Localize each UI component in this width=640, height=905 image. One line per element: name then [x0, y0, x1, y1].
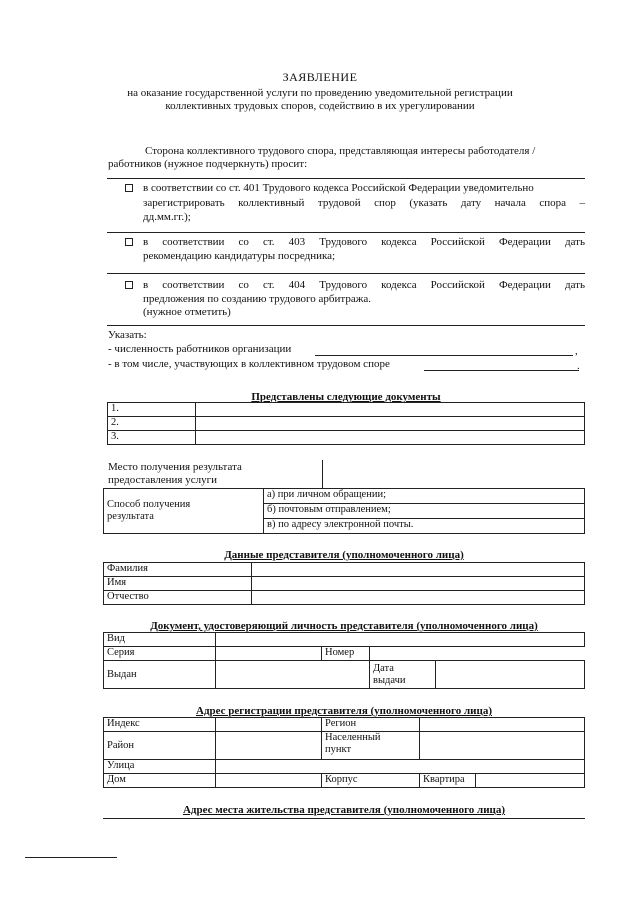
- table-row: [104, 647, 585, 661]
- option-403-line2: рекомендацию кандидатуры посредника;: [143, 250, 336, 262]
- id-issued-field[interactable]: [216, 661, 370, 689]
- surname-field[interactable]: [252, 563, 585, 577]
- result-method-table: [103, 488, 585, 534]
- house-label: Дом: [104, 774, 216, 788]
- patronymic-label: Отчество: [104, 591, 252, 605]
- id-issue-date-field[interactable]: [436, 661, 585, 689]
- documents-table: [107, 402, 585, 445]
- street-field[interactable]: [216, 760, 585, 774]
- option-404-checkbox[interactable]: [125, 281, 133, 289]
- table-row: [104, 718, 585, 732]
- id-issue-date-label-1: Дата: [373, 662, 394, 674]
- intro-line2: работников (нужное подчеркнуть) просит:: [108, 158, 308, 170]
- flat-field[interactable]: [476, 774, 585, 788]
- id-document-heading: Документ, удостоверяющий личность представителя (уполномоченного лица): [150, 620, 538, 632]
- option-404-line2: предложения по созданию трудового арбитража.: [143, 293, 371, 305]
- option-401-checkbox[interactable]: [125, 184, 133, 192]
- id-issue-date-label-2: выдачи: [373, 674, 406, 686]
- index-label: Индекс: [104, 718, 216, 732]
- documents-heading: Представлены следующие документы: [251, 391, 441, 403]
- separator-line: [107, 325, 585, 326]
- id-number-label: Номер: [322, 647, 370, 661]
- indicate-end2: .: [577, 360, 580, 372]
- participants-count-field[interactable]: [424, 370, 579, 371]
- result-method-label: [104, 489, 264, 534]
- id-series-field[interactable]: [216, 647, 322, 661]
- reg-address-heading: Адрес регистрации представителя (уполномоченного лица): [196, 705, 492, 717]
- document-number: 3.: [108, 431, 196, 445]
- separator-line: [107, 232, 585, 233]
- option-note: (нужное отметить): [143, 306, 231, 318]
- id-issue-date-label: [370, 661, 436, 689]
- intro-line1: Сторона коллективного трудового спора, представляющая интересы работодателя /: [145, 145, 536, 157]
- option-403-line1: в соответствии со ст. 403 Трудового кодекса Российской Федерации дать: [143, 236, 585, 248]
- document-subtitle-line1: на оказание государственной услуги по проведению уведомительной регистрации: [127, 87, 513, 99]
- method-by-mail[interactable]: б) почтовым отправлением;: [264, 504, 585, 519]
- place-divider: [322, 460, 323, 488]
- live-address-heading: Адрес места жительства представителя (уполномоченного лица): [182, 804, 506, 816]
- id-issued-label: Выдан: [104, 661, 216, 689]
- method-in-person[interactable]: а) при личном обращении;: [264, 489, 585, 504]
- surname-label: Фамилия: [104, 563, 252, 577]
- table-row: [104, 732, 585, 760]
- table-row: [104, 577, 585, 591]
- table-row: [104, 661, 585, 689]
- building-label: Корпус: [322, 774, 420, 788]
- separator-line: [107, 273, 585, 274]
- table-row: [104, 563, 585, 577]
- separator-line: [103, 818, 585, 819]
- document-entry-1[interactable]: [196, 403, 585, 417]
- table-row: [104, 591, 585, 605]
- house-field[interactable]: [216, 774, 322, 788]
- option-401-line2: зарегистрировать коллективный трудовой спор (указать дату начала спора –: [143, 197, 585, 209]
- id-series-label: Серия: [104, 647, 216, 661]
- name-field[interactable]: [252, 577, 585, 591]
- flat-label: Квартира: [420, 774, 476, 788]
- representative-table: [103, 562, 585, 605]
- district-label: Район: [104, 732, 216, 760]
- table-row: [108, 431, 585, 445]
- reg-address-table: [103, 717, 585, 788]
- patronymic-field[interactable]: [252, 591, 585, 605]
- table-row: [108, 417, 585, 431]
- document-number: 2.: [108, 417, 196, 431]
- document-entry-3[interactable]: [196, 431, 585, 445]
- result-place-label-1: Место получения результата: [108, 461, 242, 473]
- table-row: [104, 633, 585, 647]
- name-label: Имя: [104, 577, 252, 591]
- separator-line: [107, 178, 585, 179]
- table-row: [108, 403, 585, 417]
- option-403-checkbox[interactable]: [125, 238, 133, 246]
- street-label: Улица: [104, 760, 216, 774]
- id-number-field[interactable]: [370, 647, 585, 661]
- indicate-participants-label: - в том числе, участвующих в коллективном трудовом споре: [108, 358, 390, 370]
- locality-label-1: Населенный: [325, 732, 381, 743]
- id-document-table: [103, 632, 585, 689]
- indicate-employees-label: - численность работников организации: [108, 343, 292, 355]
- document-title: ЗАЯВЛЕНИЕ: [282, 70, 358, 84]
- id-kind-label: Вид: [104, 633, 216, 647]
- indicate-end1: ,: [575, 345, 578, 357]
- result-method-label-1: Способ получения: [107, 499, 191, 510]
- region-field[interactable]: [420, 718, 585, 732]
- locality-field[interactable]: [420, 732, 585, 760]
- representative-heading: Данные представителя (уполномоченного лица): [224, 549, 464, 561]
- method-by-email[interactable]: в) по адресу электронной почты.: [264, 519, 585, 534]
- table-row: [104, 760, 585, 774]
- region-label: Регион: [322, 718, 420, 732]
- table-row: [104, 774, 585, 788]
- document-number: 1.: [108, 403, 196, 417]
- result-method-label-2: результата: [107, 511, 154, 522]
- district-field[interactable]: [216, 732, 322, 760]
- id-kind-field[interactable]: [216, 633, 585, 647]
- indicate-label: Указать:: [108, 329, 147, 341]
- locality-label: [322, 732, 420, 760]
- document-subtitle-line2: коллективных трудовых споров, содействию в их урегулировании: [165, 100, 475, 112]
- option-401-line1: в соответствии со ст. 401 Трудового кодекса Российской Федерации уведомительно: [143, 182, 534, 194]
- index-field[interactable]: [216, 718, 322, 732]
- option-404-line1: в соответствии со ст. 404 Трудового кодекса Российской Федерации дать: [143, 279, 585, 291]
- employees-count-field[interactable]: [315, 355, 573, 356]
- option-401-line3: дд.мм.гг.);: [143, 211, 191, 223]
- locality-label-2: пункт: [325, 744, 352, 755]
- document-entry-2[interactable]: [196, 417, 585, 431]
- result-place-label-2: предоставления услуги: [108, 474, 217, 486]
- footnote-line: [25, 857, 117, 858]
